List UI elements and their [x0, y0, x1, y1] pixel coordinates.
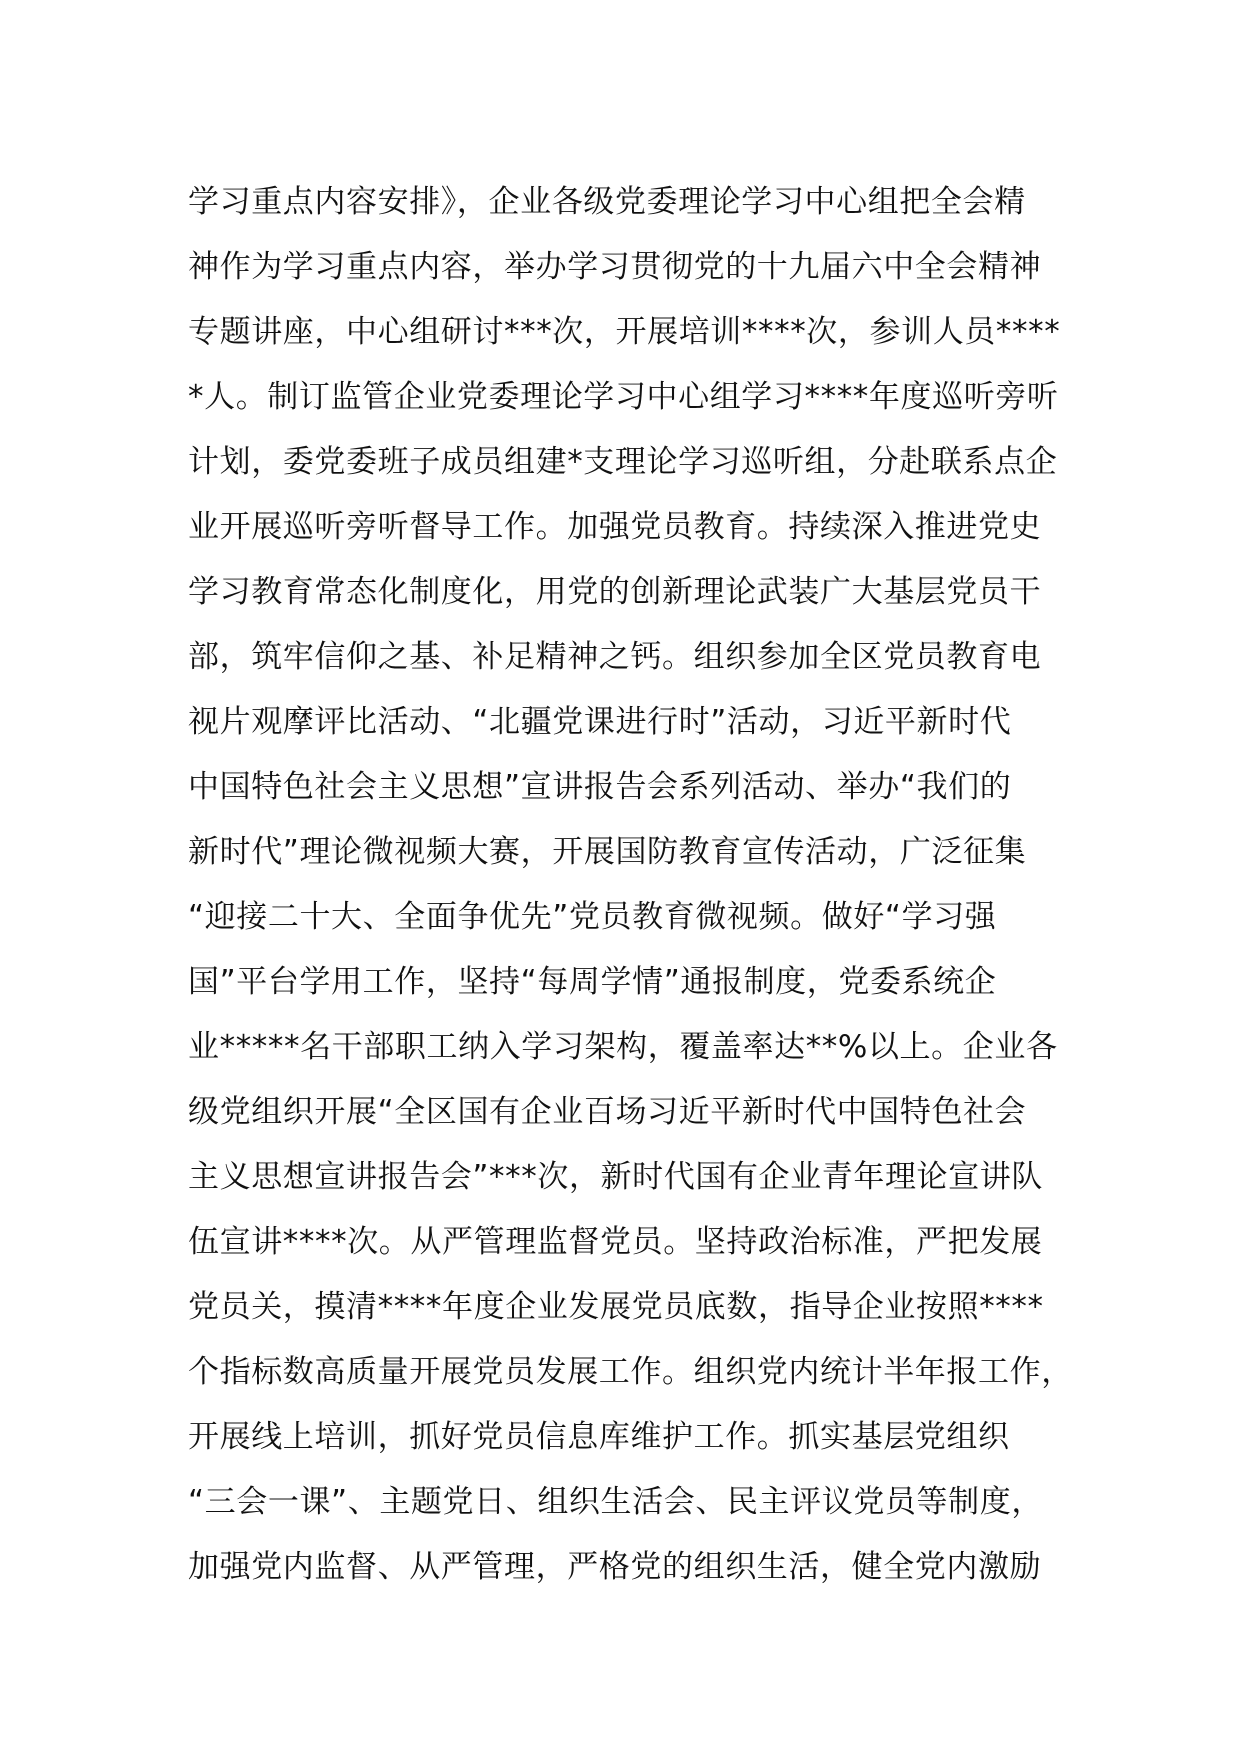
text-line: “三会一课”、主题党日、组织生活会、民主评议党员等制度，	[188, 1484, 1043, 1520]
text-line: “迎接二十大、全面争优先”党员教育微视频。做好“学习强	[188, 899, 997, 935]
text-line: 开展线上培训，抓好党员信息库维护工作。抓实基层党组织	[188, 1419, 1010, 1455]
text-line: 主义思想宣讲报告会”***次，新时代国有企业青年理论宣讲队	[188, 1159, 1043, 1195]
text-line: 国”平台学用工作，坚持“每周学情”通报制度，党委系统企	[188, 964, 997, 1000]
text-line: 学习重点内容安排》，企业各级党委理论学习中心组把全会精	[188, 184, 1026, 220]
text-line: 计划，委党委班子成员组建*支理论学习巡听组，分赴联系点企	[188, 444, 1058, 480]
text-line: 个指标数高质量开展党员发展工作。组织党内统计半年报工作，	[188, 1354, 1073, 1390]
text-line: 中国特色社会主义思想”宣讲报告会系列活动、举办“我们的	[188, 769, 1012, 805]
text-line: 部，筑牢信仰之基、补足精神之钙。组织参加全区党员教育电	[188, 639, 1042, 675]
text-line: 神作为学习重点内容，举办学习贯彻党的十九届六中全会精神	[188, 249, 1042, 285]
text-line: *人。制订监管企业党委理论学习中心组学习****年度巡听旁听	[188, 379, 1059, 415]
text-line: 级党组织开展“全区国有企业百场习近平新时代中国特色社会	[188, 1094, 1027, 1130]
text-line: 新时代”理论微视频大赛，开展国防教育宣传活动，广泛征集	[188, 834, 1027, 870]
text-line: 专题讲座，中心组研讨***次，开展培训****次，参训人员****	[188, 314, 1061, 350]
text-line: 党员关，摸清****年度企业发展党员底数，指导企业按照****	[188, 1289, 1044, 1325]
text-line: 视片观摩评比活动、“北疆党课进行时”活动，习近平新时代	[188, 704, 1012, 740]
body-text	[188, 170, 1088, 1600]
text-line: 业开展巡听旁听督导工作。加强党员教育。持续深入推进党史	[188, 509, 1042, 545]
text-line: 学习教育常态化制度化，用党的创新理论武装广大基层党员干	[188, 574, 1042, 610]
text-line: 伍宣讲****次。从严管理监督党员。坚持政治标准，严把发展	[188, 1224, 1043, 1260]
text-line: 加强党内监督、从严管理，严格党的组织生活，健全党内激励	[188, 1549, 1042, 1585]
text-line: 业*****名干部职工纳入学习架构，覆盖率达**%以上。企业各	[188, 1029, 1058, 1065]
